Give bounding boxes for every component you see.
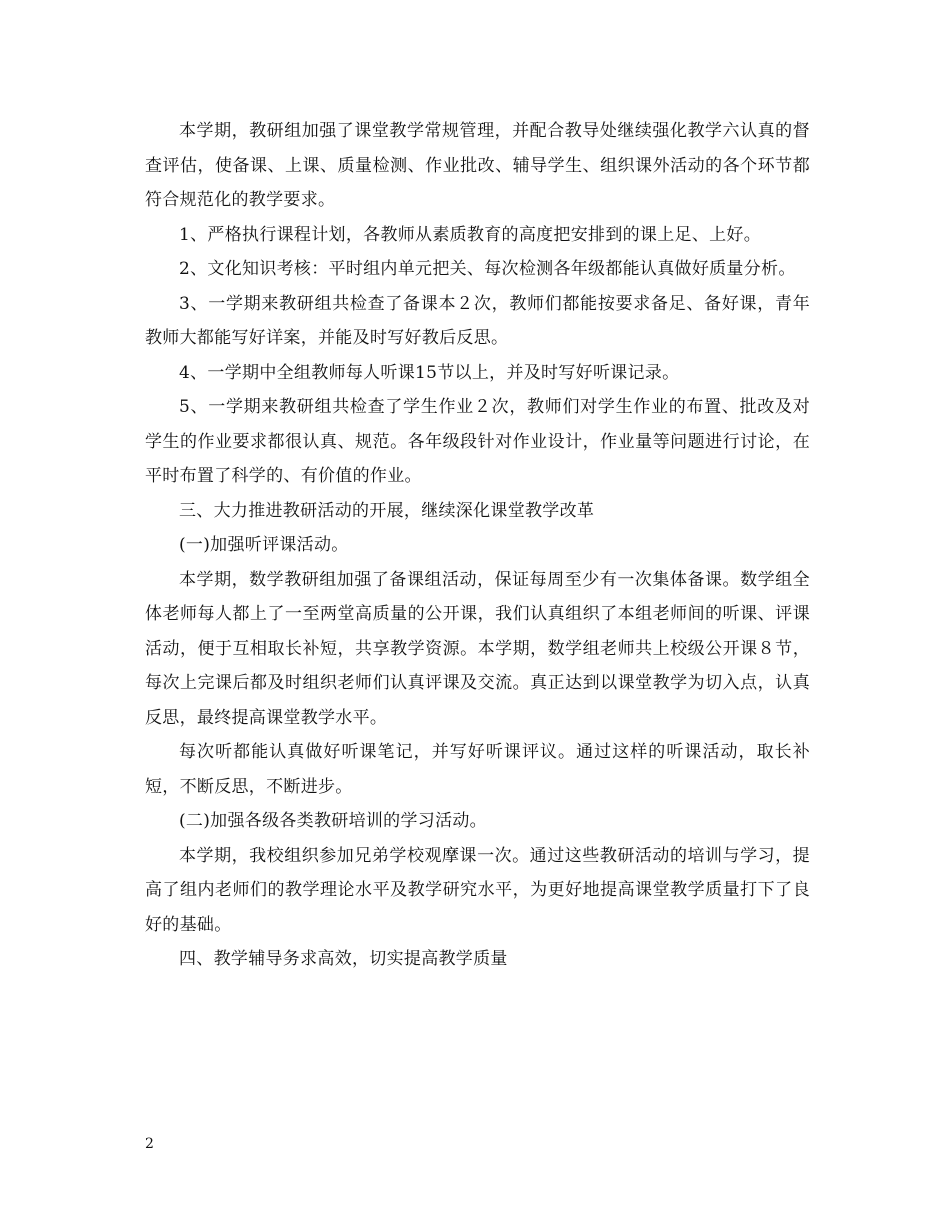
document-body <box>145 114 810 977</box>
subsection-heading: (一)加强听评课活动。 <box>179 535 349 555</box>
paragraph: 4、一学期中全组教师每人听课15节以上，并及时写好听课记录。 <box>179 362 680 383</box>
paragraph: 2、文化知识考核：平时组内单元把关、每次检测各年级都能认真做好质量分析。 <box>179 259 796 279</box>
subsection-heading: (二)加强各级各类教研培训的学习活动。 <box>179 811 487 831</box>
paragraph: 5、一学期来教研组共检查了学生作业２次，教师们对学生作业的布置、批改及对学生的作业要求都很认真、规范。各年级段针对作业设计，作业量等问题进行讨论，在平时布置了科学的、有价值的作业。 <box>145 397 810 486</box>
paragraph: 每次听都能认真做好听课笔记，并写好听课评议。通过这样的听课活动，取长补短，不断反思，不断进步。 <box>145 742 810 797</box>
section-heading: 三、大力推进教研活动的开展，继续深化课堂教学改革 <box>179 500 595 521</box>
paragraph: 本学期，我校组织参加兄弟学校观摩课一次。通过这些教研活动的培训与学习，提高了组内老师们的教学理论水平及教学研究水平，为更好地提高课堂教学质量打下了良好的基础。 <box>145 845 810 935</box>
page-number: 2 <box>145 1136 154 1152</box>
section-heading: 四、教学辅导务求高效，切实提高教学质量 <box>179 949 508 969</box>
paragraph: 本学期，教研组加强了课堂教学常规管理，并配合教导处继续强化教学六认真的督查评估，使备课、上课、质量检测、作业批改、辅导学生、组织课外活动的各个环节都符合规范化的教学要求。 <box>145 121 810 210</box>
paragraph: 1、严格执行课程计划，各教师从素质教育的高度把安排到的课上足、上好。 <box>179 224 762 245</box>
paragraph: 3、一学期来教研组共检查了备课本２次，教师们都能按要求备足、备好课，青年教师大都能写好详案，并能及时写好教后反思。 <box>145 293 810 348</box>
paragraph: 本学期，数学教研组加强了备课组活动，保证每周至少有一次集体备课。数学组全体老师每人都上了一至两堂高质量的公开课，我们认真组织了本组老师间的听课、评课活动，便于互相取长补短，共享教学资源。本学期，数学组老师共上校级公开课８节，每次上完课后都及时组织老师们认真评课及交流。真正达到以课堂教学为切入点，认真反思，最终提高课堂教学水平。 <box>145 569 810 728</box>
